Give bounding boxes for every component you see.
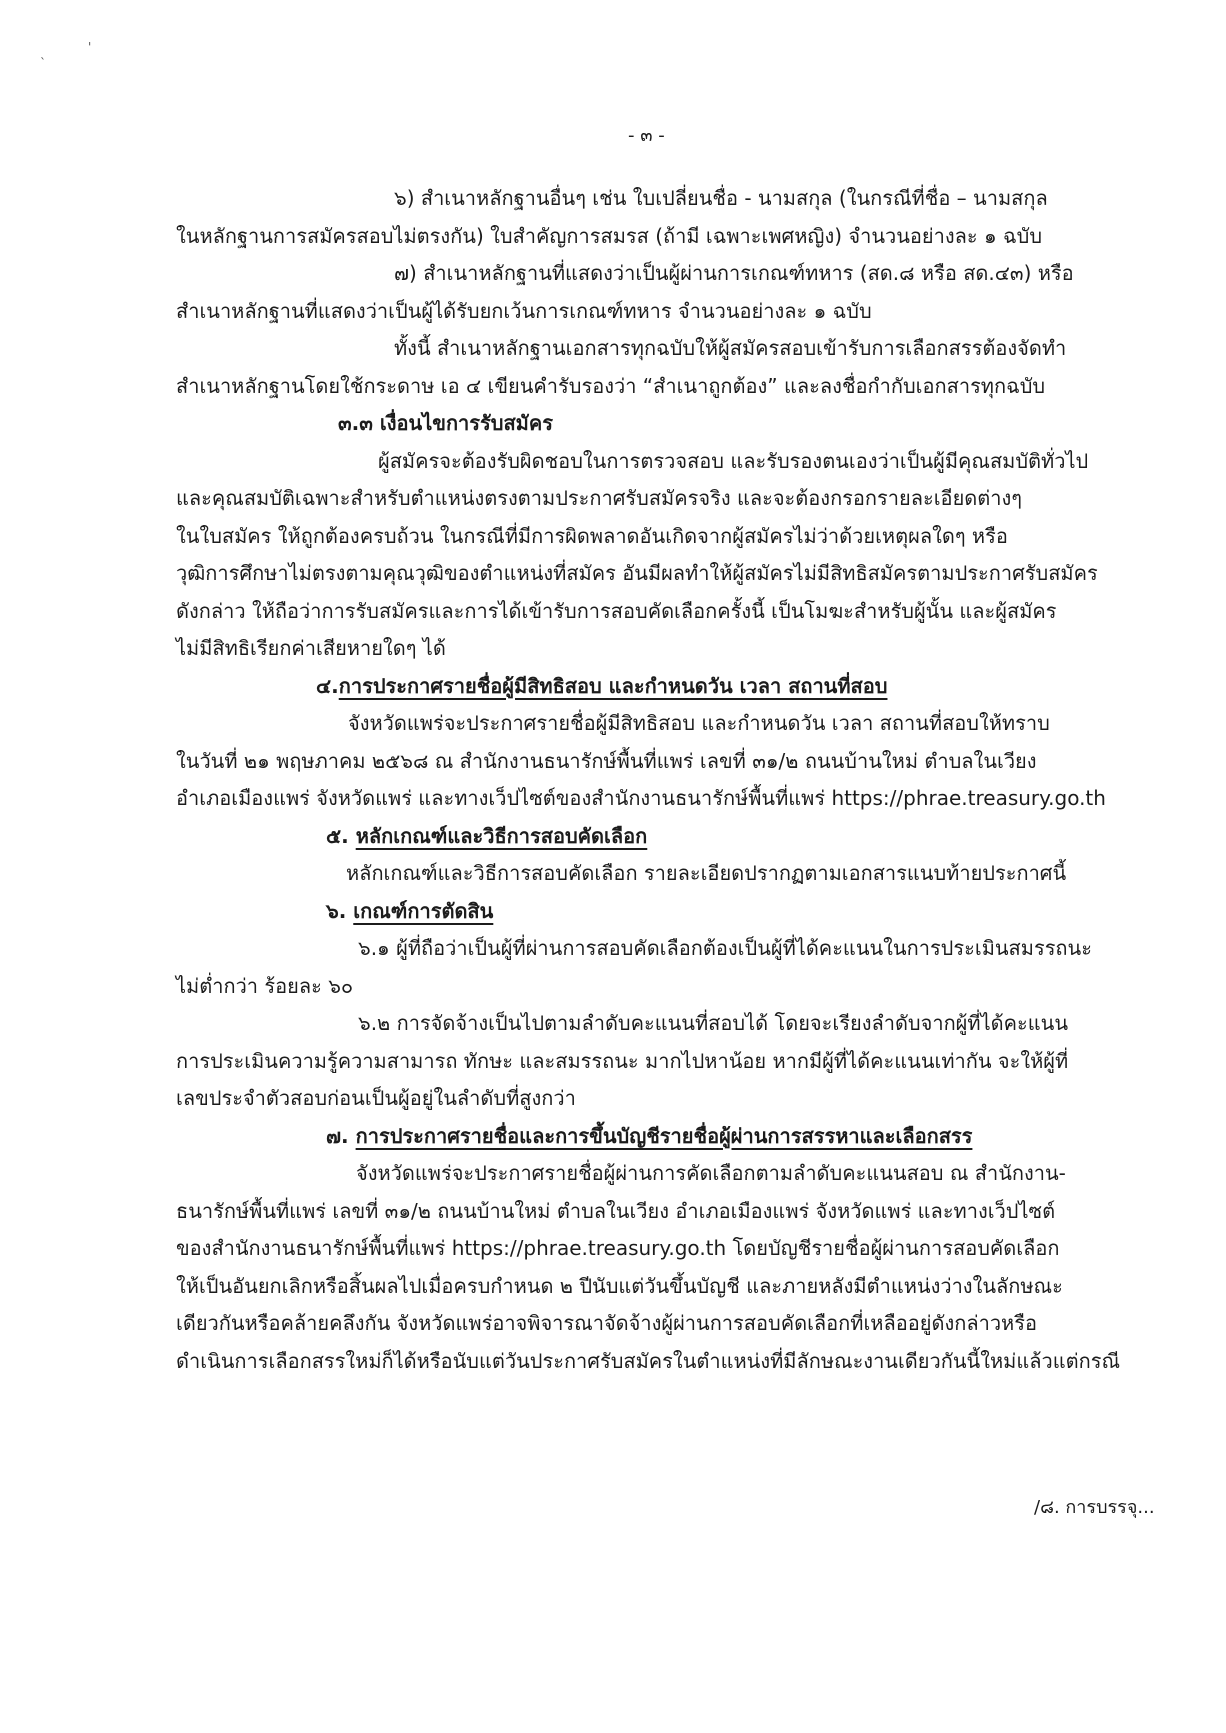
- paragraph-line: ดังกล่าว ให้ถือว่าการรับสมัครและการได้เข้ารับการสอบคัดเลือกครั้งนี้ เป็นโมฆะสำหรับผู้นั้น และผู้สมัคร: [176, 599, 1057, 623]
- paragraph-line: ธนารักษ์พื้นที่แพร่ เลขที่ ๓๑/๒ ถนนบ้านใหม่ ตำบลในเวียง อำเภอเมืองแพร่ จังหวัดแพร่ และทางเว็ปไซต์: [176, 1199, 1056, 1223]
- section-title: การประกาศรายชื่อผู้มีสิทธิสอบ และกำหนดวัน เวลา สถานที่สอบ: [338, 674, 888, 698]
- scan-mark: `: [40, 56, 46, 70]
- section-title: หลักเกณฑ์และวิธีการสอบคัดเลือก: [355, 824, 648, 848]
- paragraph-line: ๗) สำเนาหลักฐานที่แสดงว่าเป็นผู้ผ่านการเกณฑ์ทหาร (สด.๘ หรือ สด.๔๓) หรือ: [394, 261, 1074, 285]
- paragraph-line: สำเนาหลักฐานที่แสดงว่าเป็นผู้ได้รับยกเว้นการเกณฑ์ทหาร จำนวนอย่างละ ๑ ฉบับ: [176, 299, 872, 323]
- section-heading-7: [326, 1122, 972, 1150]
- paragraph-line: หลักเกณฑ์และวิธีการสอบคัดเลือก รายละเอียดปรากฏตามเอกสารแนบท้ายประกาศนี้: [346, 861, 1067, 885]
- section-heading-4: [316, 672, 887, 700]
- paragraph-line: ในใบสมัคร ให้ถูกต้องครบถ้วน ในกรณีที่มีการผิดพลาดอันเกิดจากผู้สมัครไม่ว่าด้วยเหตุผลใดๆ หรือ: [176, 524, 1008, 548]
- section-number: ๗.: [326, 1124, 349, 1148]
- paragraph-line: ทั้งนี้ สำเนาหลักฐานเอกสารทุกฉบับให้ผู้สมัครสอบเข้ารับการเลือกสรรต้องจัดทำ: [394, 336, 1067, 360]
- continuation-note: /๘. การบรรจุ...: [1034, 1497, 1155, 1518]
- section-number: ๖.: [326, 899, 347, 923]
- paragraph-line: ๖.๒ การจัดจ้างเป็นไปตามลำดับคะแนนที่สอบได้ โดยจะเรียงลำดับจากผู้ที่ได้คะแนน: [358, 1011, 1068, 1035]
- paragraph-line: การประเมินความรู้ความสามารถ ทักษะ และสมรรถนะ มากไปหาน้อย หากมีผู้ที่ได้คะแนนเท่ากัน จะให้ผู้ที่: [176, 1049, 1069, 1073]
- section-heading-5: [326, 822, 647, 850]
- paragraph-line: จังหวัดแพร่จะประกาศรายชื่อผู้มีสิทธิสอบ และกำหนดวัน เวลา สถานที่สอบให้ทราบ: [348, 711, 1050, 735]
- paragraph-line: สำเนาหลักฐานโดยใช้กระดาษ เอ ๔ เขียนคำรับรองว่า “สำเนาถูกต้อง” และลงชื่อกำกับเอกสารทุกฉบับ: [176, 374, 1046, 398]
- paragraph-line: ของสำนักงานธนารักษ์พื้นที่แพร่ https://phrae.treasury.go.th โดยบัญชีรายชื่อผู้ผ่านการสอบคัดเลือก: [176, 1236, 1060, 1260]
- page-number: - ๓ -: [628, 125, 665, 146]
- paragraph-line: ๖) สำเนาหลักฐานอื่นๆ เช่น ใบเปลี่ยนชื่อ - นามสกุล (ในกรณีที่ชื่อ – นามสกุล: [394, 186, 1048, 210]
- paragraph-line: ผู้สมัครจะต้องรับผิดชอบในการตรวจสอบ และรับรองตนเองว่าเป็นผู้มีคุณสมบัติทั่วไป: [378, 449, 1089, 473]
- section-number: ๓.๓: [338, 411, 373, 435]
- section-number: ๔.: [316, 674, 339, 698]
- paragraph-line: จังหวัดแพร่จะประกาศรายชื่อผู้ผ่านการคัดเลือกตามลำดับคะแนนสอบ ณ สำนักงาน-: [356, 1161, 1066, 1185]
- paragraph-line: วุฒิการศึกษาไม่ตรงตามคุณวุฒิของตำแหน่งที่สมัคร อันมีผลทำให้ผู้สมัครไม่มีสิทธิสมัครตามประกาศรับสมัคร: [176, 561, 1098, 585]
- paragraph-line: ไม่มีสิทธิเรียกค่าเสียหายใดๆ ได้: [176, 636, 446, 660]
- paragraph-line: ไม่ต่ำกว่า ร้อยละ ๖๐: [176, 974, 354, 998]
- paragraph-line: ในหลักฐานการสมัครสอบไม่ตรงกัน) ใบสำคัญการสมรส (ถ้ามี เฉพาะเพศหญิง) จำนวนอย่างละ ๑ ฉบับ: [176, 224, 1043, 248]
- paragraph-line: ๖.๑ ผู้ที่ถือว่าเป็นผู้ที่ผ่านการสอบคัดเลือกต้องเป็นผู้ที่ได้คะแนนในการประเมินสมรรถนะ: [358, 936, 1092, 960]
- paragraph-line: อำเภอเมืองแพร่ จังหวัดแพร่ และทางเว็ปไซต์ของสำนักงานธนารักษ์พื้นที่แพร่ https://phrae.treasury.go.th: [176, 786, 1106, 810]
- section-number: ๕.: [326, 824, 349, 848]
- paragraph-line: ในวันที่ ๒๑ พฤษภาคม ๒๕๖๘ ณ สำนักงานธนารักษ์พื้นที่แพร่ เลขที่ ๓๑/๒ ถนนบ้านใหม่ ตำบลในเวียง: [176, 749, 1037, 773]
- paragraph-line: ดำเนินการเลือกสรรใหม่ก็ได้หรือนับแต่วันประกาศรับสมัครในตำแหน่งที่มีลักษณะงานเดียวกันนี้ใหม่แล้วแต่กรณี: [176, 1349, 1120, 1373]
- scan-mark: ': [88, 40, 92, 54]
- section-title: การประกาศรายชื่อและการขึ้นบัญชีรายชื่อผู้ผ่านการสรรหาและเลือกสรร: [355, 1124, 973, 1148]
- paragraph-line: และคุณสมบัติเฉพาะสำหรับตำแหน่งตรงตามประกาศรับสมัครจริง และจะต้องกรอกรายละเอียดต่างๆ: [176, 486, 1023, 510]
- paragraph-line: ให้เป็นอันยกเลิกหรือสิ้นผลไปเมื่อครบกำหนด ๒ ปีนับแต่วันขึ้นบัญชี และภายหลังมีตำแหน่งว่างในลักษณะ: [176, 1274, 1063, 1298]
- section-title: เกณฑ์การตัดสิน: [353, 899, 494, 923]
- paragraph-line: เดียวกันหรือคล้ายคลึงกัน จังหวัดแพร่อาจพิจารณาจัดจ้างผู้ผ่านการสอบคัดเลือกที่เหลืออยู่ดังกล่าวหรือ: [176, 1311, 1037, 1335]
- section-title: เงื่อนไขการรับสมัคร: [379, 411, 553, 435]
- section-heading-6: [326, 897, 493, 925]
- paragraph-line: เลขประจำตัวสอบก่อนเป็นผู้อยู่ในลำดับที่สูงกว่า: [176, 1086, 576, 1110]
- section-heading-3-3: [338, 409, 553, 437]
